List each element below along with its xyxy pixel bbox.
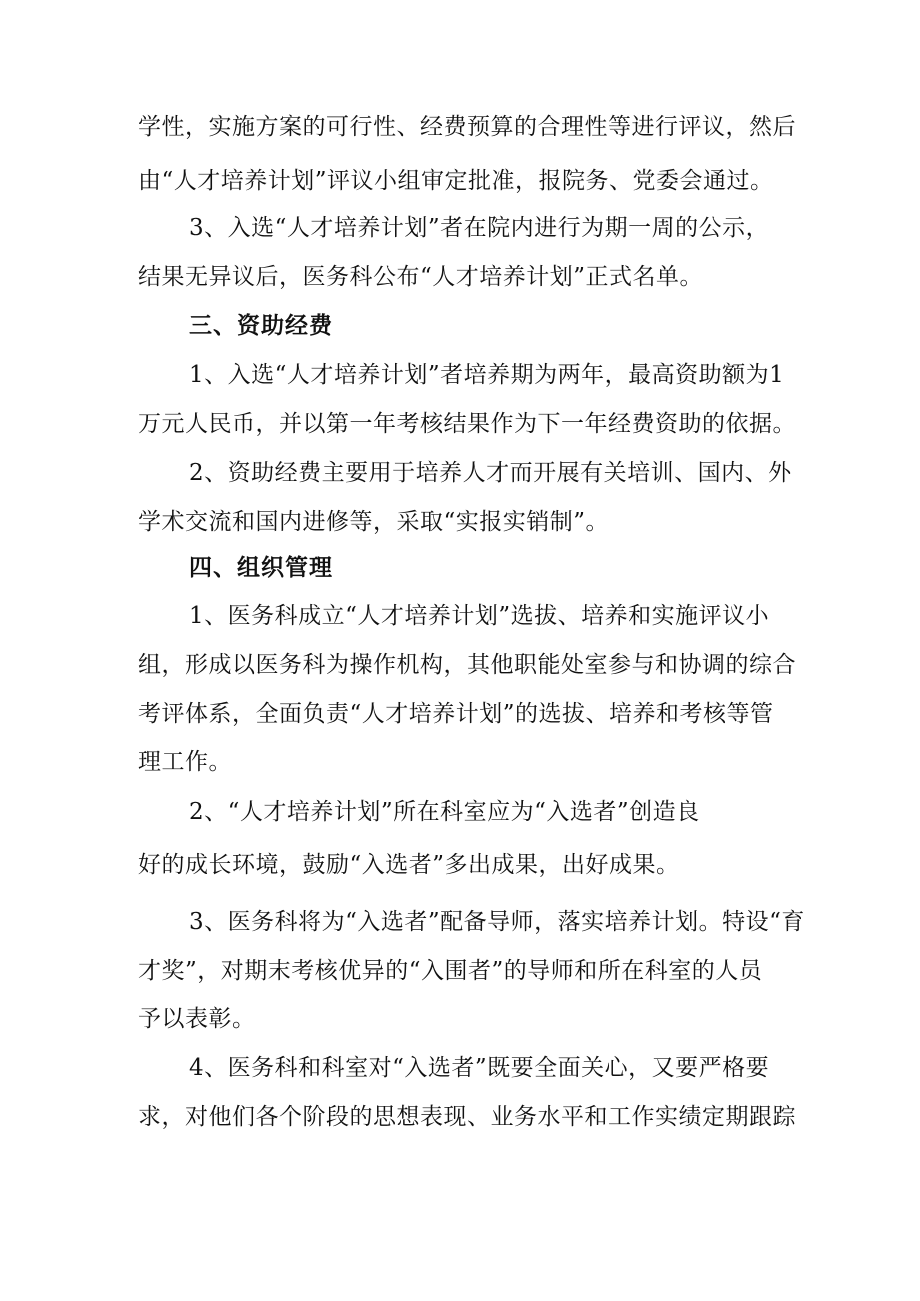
paragraph-line: 4、医务科和科室对“入选者”既要全面关心，又要严格要 xyxy=(189,1055,770,1081)
paragraph-line: 才奖”，对期末考核优异的“入围者”的导师和所在科室的人员 xyxy=(138,958,763,984)
paragraph-line: 考评体系，全面负责“人才培养计划”的选拔、培养和考核等管 xyxy=(138,701,774,727)
paragraph-line: 结果无异议后，医务科公布“人才培养计划”正式名单。 xyxy=(138,264,704,290)
paragraph-line: 好的成长环境，鼓励“入选者”多出成果，出好成果。 xyxy=(138,852,680,878)
section-heading-funding: 三、资助经费 xyxy=(189,312,333,339)
paragraph-line: 学性，实施方案的可行性、经费预算的合理性等进行评议，然后 xyxy=(138,114,796,140)
paragraph-line: 3、医务科将为“入选者”配备导师，落实培养计划。特设“育 xyxy=(189,909,805,935)
section-heading-management: 四、组织管理 xyxy=(189,554,333,581)
paragraph-line: 1、医务科成立“人才培养计划”选拔、培养和实施评议小 xyxy=(189,603,770,629)
paragraph-line: 3、入选“人才培养计划”者在院内进行为期一周的公示， xyxy=(189,215,770,241)
paragraph-line: 理工作。 xyxy=(138,749,232,775)
paragraph-line: 求，对他们各个阶段的思想表现、业务水平和工作实绩定期跟踪 xyxy=(138,1104,796,1130)
paragraph-line: 1、入选“人才培养计划”者培养期为两年，最高资助额为1 xyxy=(189,362,785,388)
paragraph-line: 学术交流和国内进修等，采取“实报实销制”。 xyxy=(138,509,610,535)
paragraph-line: 2、资助经费主要用于培养人才而开展有关培训、国内、外 xyxy=(189,460,792,486)
paragraph-line: 组，形成以医务科为操作机构，其他职能处室参与和协调的综合 xyxy=(138,652,796,678)
paragraph-line: 予以表彰。 xyxy=(138,1006,256,1032)
paragraph-line: 2、“人才培养计划”所在科室应为“入选者”创造良 xyxy=(189,799,700,825)
paragraph-line: 万元人民币，并以第一年考核结果作为下一年经费资助的依据。 xyxy=(138,411,796,437)
paragraph-line: 由“人才培养计划”评议小组审定批准，报院务、党委会通过。 xyxy=(138,168,774,194)
